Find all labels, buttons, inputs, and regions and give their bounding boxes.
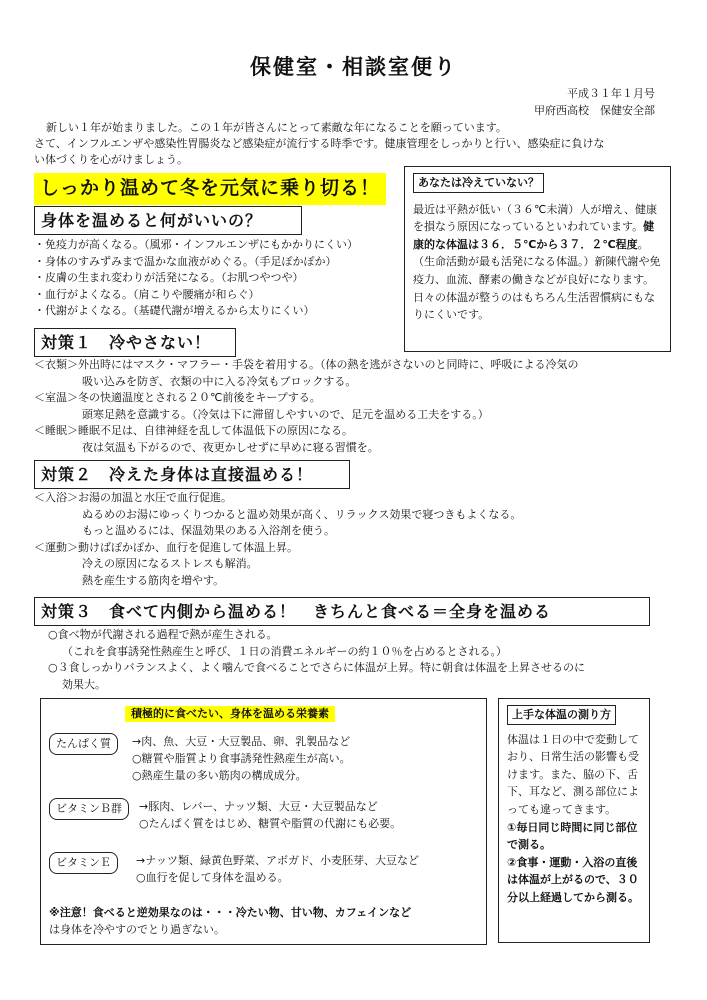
body-line: ＜入浴＞お湯の加温と水圧で血行促進。: [34, 491, 232, 504]
section3-heading: 対策２ 冷えた身体は直接温める！: [34, 460, 350, 489]
nutrients-box: [40, 698, 487, 945]
sidebar-cold-check: [404, 166, 671, 352]
body-line: もっと温めるには、保温効果のある入浴剤を使う。: [82, 524, 335, 537]
sidebar-text-after: 。（生命活動が最も活発になる体温。）新陳代謝や免疫力、血流、酵素の働きなどが良好になります。日々の体温が整うのはもちろん生活習慣病にもなりにくいです。: [413, 237, 661, 322]
section4-body: [48, 627, 678, 693]
section1-list: [34, 237, 404, 320]
intro-line: い体づくりを心がけましょう。: [34, 152, 188, 166]
list-item: ・皮膚の生まれ変わりが活発になる。（お肌つやつや）: [34, 271, 304, 284]
body-line: （これを食事誘発性熱産生と呼び、１日の消費エネルギーの約１０％を占めるとされる。）: [62, 644, 508, 658]
section2-heading: 対策１ 冷やさない！: [34, 328, 236, 357]
list-item: ・免疫力が高くなる。（風邪・インフルエンザにもかかりにくい）: [34, 238, 359, 251]
nutrient-name: たんぱく質: [49, 733, 118, 755]
body-line: 効果大。: [62, 677, 106, 691]
nutrient-line: ○血行を促して身体を温める。: [136, 871, 289, 885]
sidebar-text-bold: 健康的な体温は３６．５℃から３７．２℃程度: [413, 220, 655, 251]
issue-date: 平成３１年１月号: [567, 87, 655, 100]
list-item: ・身体のすみずみまで温かな血液がめぐる。（手足ぽかぽか）: [34, 254, 337, 268]
body-line: ○食べ物が代謝される過程で熱が産生される。: [48, 628, 278, 641]
section2-body: [34, 357, 684, 456]
nutrient-line: ○糖質や脂質より食事誘発性熱産生が高い。: [132, 752, 351, 766]
body-line: 熱を産生する筋肉を増やす。: [82, 573, 225, 587]
body-line: ＜室温＞冬の快適温度とされる２０℃前後をキープする。: [34, 391, 321, 404]
nutrients-note: [49, 904, 479, 938]
sidebar-title: あなたは冷えていない？: [413, 173, 544, 193]
body-line: ＜衣類＞外出時にはマスク・マフラー・手袋を着用する。（体の熱を逃がさないのと同時に、呼吸による冷気の: [34, 358, 579, 371]
sidebar-text: [413, 201, 662, 324]
sidebar-text: 体温は１日の中で変動しており、日常生活の影響も受けます。また、脇の下、舌下、耳など、測る部位によっても違ってきます。: [507, 732, 639, 816]
nutrient-line: →肉、魚、大豆・大豆製品、卵、乳製品など: [132, 735, 351, 748]
publisher: 甲府西高校 保健安全部: [534, 104, 655, 117]
section1-heading: 身体を温めると何がいいの？: [34, 206, 302, 235]
nutrient-item: [49, 852, 479, 886]
body-line: ぬるめのお湯にゆっくりつかると温め効果が高く、リラックス効果で寝つきもよくなる。: [82, 507, 522, 521]
body-line: 冷えの原因になるストレスも解消。: [82, 557, 258, 570]
note-line: は身体を冷やすのでとり過ぎない。: [49, 923, 225, 937]
section3-body: [34, 490, 684, 589]
body-line: ＜睡眠＞睡眠不足は、自律神経を乱して体温低下の原因になる。: [34, 424, 353, 437]
page-title: 保健室・相談室便り: [250, 55, 457, 79]
nutrient-line: →ナッツ類、緑黄色野菜、アボガド、小麦胚芽、大豆など: [136, 854, 420, 867]
body-line: 頭寒足熱を意識する。（冷気は下に滞留しやすいので、足元を温める工夫をする。）: [82, 407, 489, 421]
nutrients-title: 積極的に食べたい、身体を温める栄養素: [125, 706, 335, 722]
body-line: ＜運動＞動けばぽかぽか、血行を促進して体温上昇。: [34, 540, 298, 554]
body-line: 吸い込みを防ぎ、衣類の中に入る冷気もブロックする。: [82, 374, 357, 388]
sidebar-point: ①毎日同じ時間に同じ部位で測る。: [507, 820, 638, 852]
list-item: ・血行がよくなる。（肩こりや腰痛が和らぐ）: [34, 287, 260, 301]
sidebar-measure: [498, 698, 650, 943]
body-line: 夜は気温も下がるので、夜更かしせずに早めに寝る習慣を。: [82, 440, 379, 454]
headline: しっかり温めて冬を元気に乗り切る！: [34, 173, 386, 205]
sidebar-text-before: 最近は平熱が低い（３６℃未満）人が増え、健康を損なう原因になっているといわれています。: [413, 202, 658, 234]
note-line: [49, 904, 479, 921]
nutrient-line: →豚肉、レバー、ナッツ類、大豆・大豆製品など: [139, 800, 378, 813]
nutrient-name: ビタミンＢ群: [49, 798, 129, 820]
sidebar-point: ②食事・運動・入浴の直後は体温が上がるので、３０分以上経過してから測る。: [507, 855, 639, 904]
nutrient-line: ○たんぱく質をはじめ、糖質や脂質の代謝にも必要。: [139, 817, 402, 831]
section4-heading: 対策３ 食べて内側から温める！ きちんと食べる＝全身を温める: [34, 597, 650, 626]
note-text: ※注意！食べると逆効果なのは・・・冷たい物、甘い物、カフェインなど: [49, 906, 412, 919]
nutrient-line: ○熱産生量の多い筋肉の構成成分。: [132, 769, 307, 783]
body-line: ○３食しっかりバランスよく、よく噛んで食べることでさらに体温が上昇。特に朝食は体温を上昇させるのに: [48, 661, 586, 674]
nutrient-item: [49, 798, 479, 832]
intro-line: 新しい１年が始まりました。この１年が皆さんにとって素敵な年になることを願っています。: [46, 121, 507, 134]
nutrient-item: [49, 733, 479, 784]
list-item: ・代謝がよくなる。（基礎代謝が増えるから太りにくい）: [34, 304, 315, 317]
nutrient-name: ビタミンＥ: [49, 852, 118, 874]
intro-line: さて、インフルエンザや感染性胃腸炎など感染症が流行する時季です。健康管理をしっかりと行い、感染症に負けな: [34, 136, 605, 150]
sidebar-title: 上手な体温の測り方: [507, 705, 616, 725]
intro: [34, 120, 674, 168]
